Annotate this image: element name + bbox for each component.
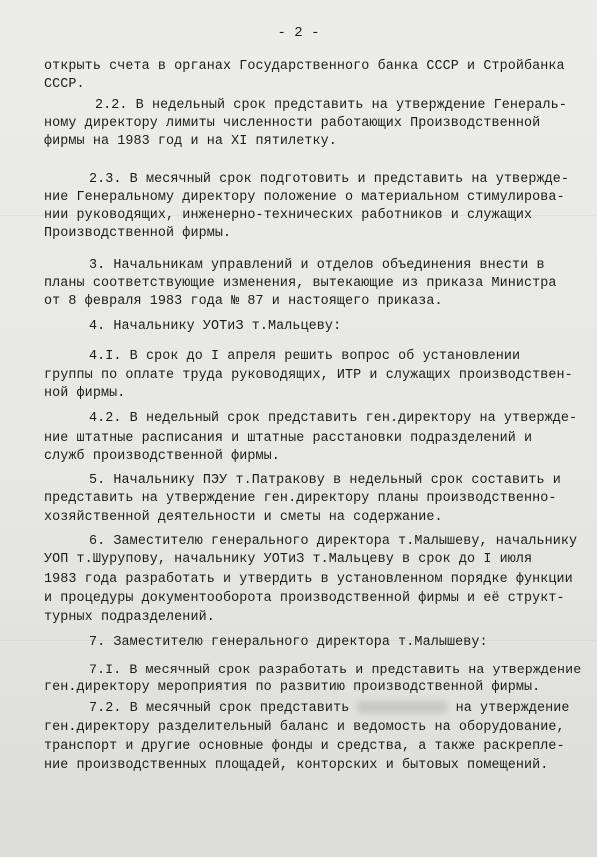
text-line: 7. Заместителю генерального директора т.Малышеву: (89, 635, 488, 650)
text-line: планы соответствующие изменения, вытекающие из приказа Министра (44, 276, 557, 291)
text-line: ген.директору мероприятия по развитию производственной фирмы. (44, 680, 541, 695)
text-line: ние производственных площадей, конторских и бытовых помещений. (44, 758, 549, 773)
text-segment: 7.2. В месячный срок представить (89, 701, 350, 716)
text-line: ному директору лимиты численности работающих Производственной (44, 116, 541, 131)
text-line: 3. Начальникам управлений и отделов объединения внести в (89, 258, 545, 273)
text-line: 2.2. В недельный срок представить на утверждение Генераль- (95, 98, 567, 113)
text-line: ние штатные расписания и штатные расстановки подразделений и (44, 431, 533, 446)
text-line: ние Генеральному директору положение о материальном стимулирова- (44, 190, 565, 205)
text-line: открыть счета в органах Государственного банка СССР и Стройбанка (44, 59, 565, 74)
text-line: УОП т.Шурупову, начальнику УОТиЗ т.Мальцеву в срок до I июля (44, 552, 533, 567)
text-line: ген.директору разделительный баланс и ведомость на оборудование, (44, 720, 565, 735)
text-line: 4.I. В срок до I апреля решить вопрос об установлении (89, 349, 521, 364)
text-line: хозяйственной деятельности и сметы на содержание. (44, 510, 443, 525)
text-line: группы по оплате труда руководящих, ИТР и служащих производствен- (44, 368, 573, 383)
text-line: 5. Начальнику ПЭУ т.Патракову в недельный срок составить и (89, 473, 561, 488)
text-line: представить на утверждение ген.директору планы производственно- (44, 491, 557, 506)
redacted-text-blur (357, 701, 447, 713)
text-line: транспорт и другие основные фонды и средства, а также раскрепле- (44, 739, 565, 754)
text-line: и процедуры документооборота производственной фирмы и её структ- (44, 591, 565, 606)
text-line: Производственной фирмы. (44, 226, 232, 241)
text-line: от 8 февраля 1983 года № 87 и настоящего приказа. (44, 294, 443, 309)
text-line: 6. Заместителю генерального директора т.Малышеву, начальнику (89, 534, 578, 549)
text-line: фирмы на 1983 год и на XI пятилетку. (44, 134, 337, 149)
text-line: 2.3. В месячный срок подготовить и представить на утвержде- (89, 172, 570, 187)
page-number: - 2 - (277, 25, 320, 41)
text-line-with-redaction (89, 700, 570, 718)
text-line: 4.2. В недельный срок представить ген.директору на утвержде- (89, 411, 578, 426)
text-line: 1983 года разработать и утвердить в установленном порядке функции (44, 572, 573, 587)
text-line: 4. Начальнику УОТиЗ т.Мальцеву: (89, 319, 342, 334)
text-line: служб производственной фирмы. (44, 449, 280, 464)
text-line: ной фирмы. (44, 386, 126, 401)
text-line: турных подразделений. (44, 610, 215, 625)
text-line: нии руководящих, инженерно-технических работников и служащих (44, 208, 533, 223)
text-line: 7.I. В месячный срок разработать и представить на утверждение (89, 662, 582, 677)
text-line: СССР. (44, 77, 85, 92)
text-segment: на утверждение (455, 701, 570, 716)
